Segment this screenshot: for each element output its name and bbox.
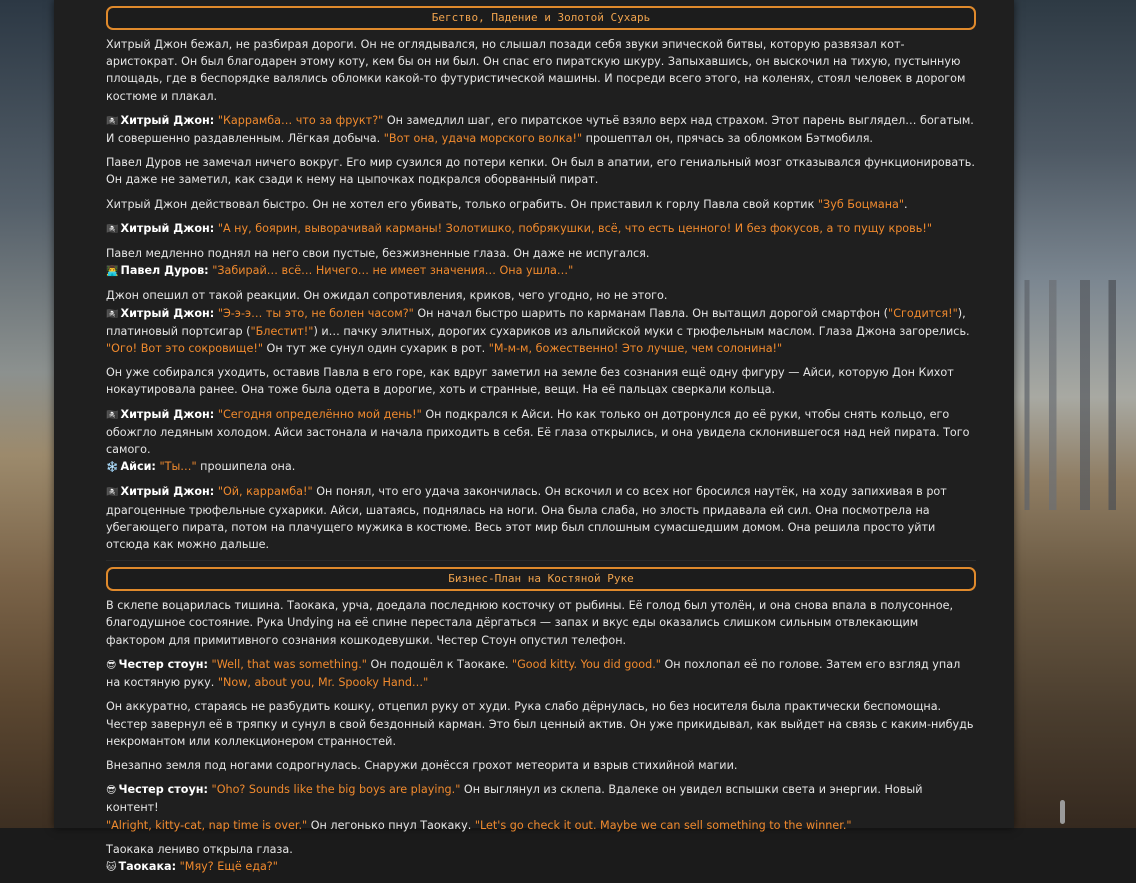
- dialogue-quote: "Ой, каррамба!": [217, 485, 313, 499]
- narration-text: Он замедлил шаг, его пиратское чутьё взяло верх над страхом. Этот парень выглядел… богатым. И совершенно раздавленным. Лёгкая добыча.: [106, 113, 974, 146]
- speaker-icon: 🐱: [106, 861, 117, 873]
- speaker-name: Хитрый Джон:: [120, 221, 215, 235]
- narration-text: Хитрый Джон бежал, не разбирая дороги. Он не оглядывался, но слышал позади себя звуки эпической битвы, которую развязал кот-аристократ. Он был благодарен этому коту, кем бы он ни был. Он спас его пиратскую шкуру. Запыхавшись, он выскочил на тихую, пустынную площадь, где в беспорядке валялись обломки какой-то футуристической машины. И посреди всего этого, на коленях, стоял человек в дорогом костюме и плакал.: [106, 38, 966, 103]
- section-divider: [106, 560, 976, 561]
- dialogue-quote: "М-м-м, божественно! Это лучше, чем солонина!": [488, 342, 783, 356]
- narration-text: Он легонько пнул Таокаку.: [307, 818, 475, 832]
- speaker-icon: 🏴‍☠️: [106, 223, 119, 235]
- story-paragraph: [106, 36, 976, 105]
- narration-text: Джон опешил от такой реакции. Он ожидал сопротивления, криков, чего угодно, но не этого.: [106, 289, 668, 303]
- narration-text: Он начал быстро шарить по карманам Павла. Он вытащил дорогой смартфон (: [413, 306, 889, 320]
- speaker-icon: 🏴‍☠️: [106, 308, 119, 320]
- story-paragraph: [106, 698, 976, 750]
- story-paragraph: [106, 154, 976, 188]
- dialogue-quote: "Now, about you, Mr. Spooky Hand…": [217, 676, 429, 690]
- speaker-icon: 👨‍💻: [106, 266, 119, 278]
- dialogue-quote: "Oho? Sounds like the big boys are playing.": [211, 783, 461, 797]
- narration-text: Он похлопал её по голове. Затем его взгляд упал на костяную руку.: [106, 657, 961, 690]
- speaker-icon: 🏴‍☠️: [106, 409, 119, 421]
- speaker-name: Таокака:: [118, 859, 177, 873]
- dialogue-quote: "Let's go check it out. Maybe we can sell something to the winner.": [474, 818, 852, 832]
- narration-text: Павел медленно поднял на него свои пустые, безжизненные глаза. Он даже не испугался.: [106, 247, 650, 261]
- dialogue-quote: "Э-э-э… ты это, не болен часом?": [217, 306, 414, 320]
- dialogue-quote: "Alright, kitty-cat, nap time is over.": [106, 818, 308, 832]
- speaker-name: Хитрый Джон:: [120, 485, 215, 499]
- story-paragraph: [106, 245, 976, 280]
- dialogue-quote: "Вот она, удача морского волка!": [383, 132, 583, 146]
- section-header: Бегство, Падение и Золотой Сухарь: [106, 6, 976, 30]
- narration-text: ) и… пачку элитных, дорогих сухариков из альпийской муки с трюфельным маслом. Глаза Джона загорелись.: [313, 324, 970, 338]
- narration-text: Он тут же сунул один сухарик в рот.: [262, 342, 489, 356]
- dialogue-quote: "Ого! Вот это сокровище!": [106, 342, 263, 356]
- speaker-icon: 🏴‍☠️: [106, 487, 119, 499]
- narration-text: Он подошёл к Таокаке.: [366, 657, 512, 671]
- narration-text: Хитрый Джон действовал быстро. Он не хотел его убивать, только ограбить. Он приставил к горлу Павла свой кортик: [106, 197, 818, 211]
- dialogue-quote: "А ну, боярин, выворачивай карманы! Золотишко, побрякушки, всё, что есть ценного! И без фокусов, а то пущу кровь!": [217, 221, 932, 235]
- dialogue-quote: "Сгодится!": [888, 306, 958, 320]
- story-paragraph: [106, 112, 976, 147]
- story-paragraph: [106, 841, 976, 876]
- story-paragraph: [106, 196, 976, 213]
- speaker-name: Честер стоун:: [118, 783, 208, 797]
- section-header: Бизнес-План на Костяной Руке: [106, 567, 976, 591]
- story-paragraph: [106, 220, 976, 238]
- speaker-name: Хитрый Джон:: [120, 113, 215, 127]
- narration-text: Он понял, что его удача закончилась. Он вскочил и со всех ног бросился наутёк, на ходу запихивая в рот драгоценные трюфельные сухарики. Айси, шатаясь, поднялась на ноги. Она была слаба, но злость придавала ей сил. Она посмотрела на убегающего пирата, потом на плачущего мужика в костюме. Весь этот мир был сплошным сумасшедшим домом. Она решила просто уйти отсюда как можно дальше.: [106, 485, 947, 552]
- narration-text: ), платиновый портсигар (: [106, 306, 966, 338]
- dialogue-quote: "Мяу? Ещё еда?": [179, 859, 278, 873]
- narration-text: Он аккуратно, стараясь не разбудить кошку, отцепил руку от худи. Рука слабо дёрнулась, но без носителя была практически беспомощна. Честер завернул её в тряпку и сунул в свой бездонный карман. Это был ценный актив. Он уже прикидывал, как выйдет на связь с каким-нибудь некромантом или коллекционером странностей.: [106, 700, 974, 748]
- speaker-name: Хитрый Джон:: [120, 407, 215, 421]
- narration-text: прошипела она.: [196, 460, 296, 474]
- narration-text: Таокака лениво открыла глаза.: [106, 842, 293, 856]
- dialogue-quote: "Блестит!": [250, 324, 314, 338]
- narration-text: Он уже собирался уходить, оставив Павла в его горе, как вдруг заметил на земле без сознания ещё одну фигуру — Айси, которую Дон Кихот нокаутировала ранее. Она тоже была одета в дорогие, хоть и странные, вещи. На её пальцах сверкали кольца.: [106, 366, 954, 397]
- dialogue-quote: "Good kitty. You did good.": [511, 657, 661, 671]
- narration-text: Он выглянул из склепа. Вдалеке он увидел вспышки света и энергии. Новый контент!: [106, 783, 923, 815]
- speaker-name: Павел Дуров:: [120, 264, 209, 278]
- speaker-name: Айси:: [120, 460, 156, 474]
- speaker-icon: 😎: [106, 659, 117, 671]
- background-left-edge: [0, 0, 54, 828]
- speaker-name: Честер стоун:: [118, 657, 208, 671]
- dialogue-quote: "Well, that was something.": [211, 657, 367, 671]
- scrollbar-thumb[interactable]: [1060, 800, 1065, 824]
- narration-text: прошептал он, прячась за обломком Бэтмобиля.: [582, 132, 873, 146]
- speaker-icon: 🏴‍☠️: [106, 115, 119, 127]
- speaker-name: Хитрый Джон:: [120, 306, 215, 320]
- dialogue-quote: "Каррамба… что за фрукт?": [217, 113, 384, 127]
- story-panel[interactable]: [54, 0, 1014, 873]
- story-paragraph: [106, 757, 976, 774]
- dialogue-quote: "Сегодня определённо мой день!": [217, 407, 422, 421]
- story-paragraph: [106, 656, 976, 691]
- story-paragraph: [106, 781, 976, 834]
- story-paragraph: [106, 483, 976, 553]
- story-paragraph: [106, 597, 976, 649]
- dialogue-quote: "Ты…": [159, 460, 197, 474]
- speaker-icon: ❄️: [106, 462, 119, 474]
- narration-text: .: [904, 197, 908, 211]
- narration-text: Павел Дуров не замечал ничего вокруг. Его мир сузился до потери кепки. Он был в апатии, его гениальный мозг отказывался функционировать. Он даже не заметил, как сзади к нему на цыпочках подкрался оборванный пират.: [106, 156, 975, 187]
- dialogue-quote: "Зуб Боцмана": [817, 197, 905, 211]
- narration-text: Внезапно земля под ногами содрогнулась. Снаружи донёсся грохот метеорита и взрыв стихийной магии.: [106, 758, 738, 772]
- narration-text: В склепе воцарилась тишина. Таокака, урча, доедала последнюю косточку от рыбины. Её голод был утолён, и она снова впала в полусонное, благодушное состояние. Рука Undying на её спине перестала дёргаться — запах и вкус еды оказались слишком сильным отвлекающим фактором для примитивного сознания кошкодевушки. Честер Стоун опустил телефон.: [106, 599, 954, 647]
- background-ruins: [1012, 280, 1136, 510]
- story-paragraph: [106, 406, 976, 477]
- dialogue-quote: "Забирай… всё… Ничего… не имеет значения… Она ушла…": [212, 264, 574, 278]
- story-content: [106, 0, 976, 883]
- narration-text: Он подкрался к Айси. Но как только он дотронулся до её руки, чтобы снять кольцо, его обожгло ледяным холодом. Айси застонала и начала приходить в себя. Её глаза открылись, и она увидела склонившегося над ней пирата. Того самого.: [106, 407, 970, 457]
- story-paragraph: [106, 287, 976, 357]
- speaker-icon: 😎: [106, 785, 117, 797]
- story-paragraph: [106, 364, 976, 398]
